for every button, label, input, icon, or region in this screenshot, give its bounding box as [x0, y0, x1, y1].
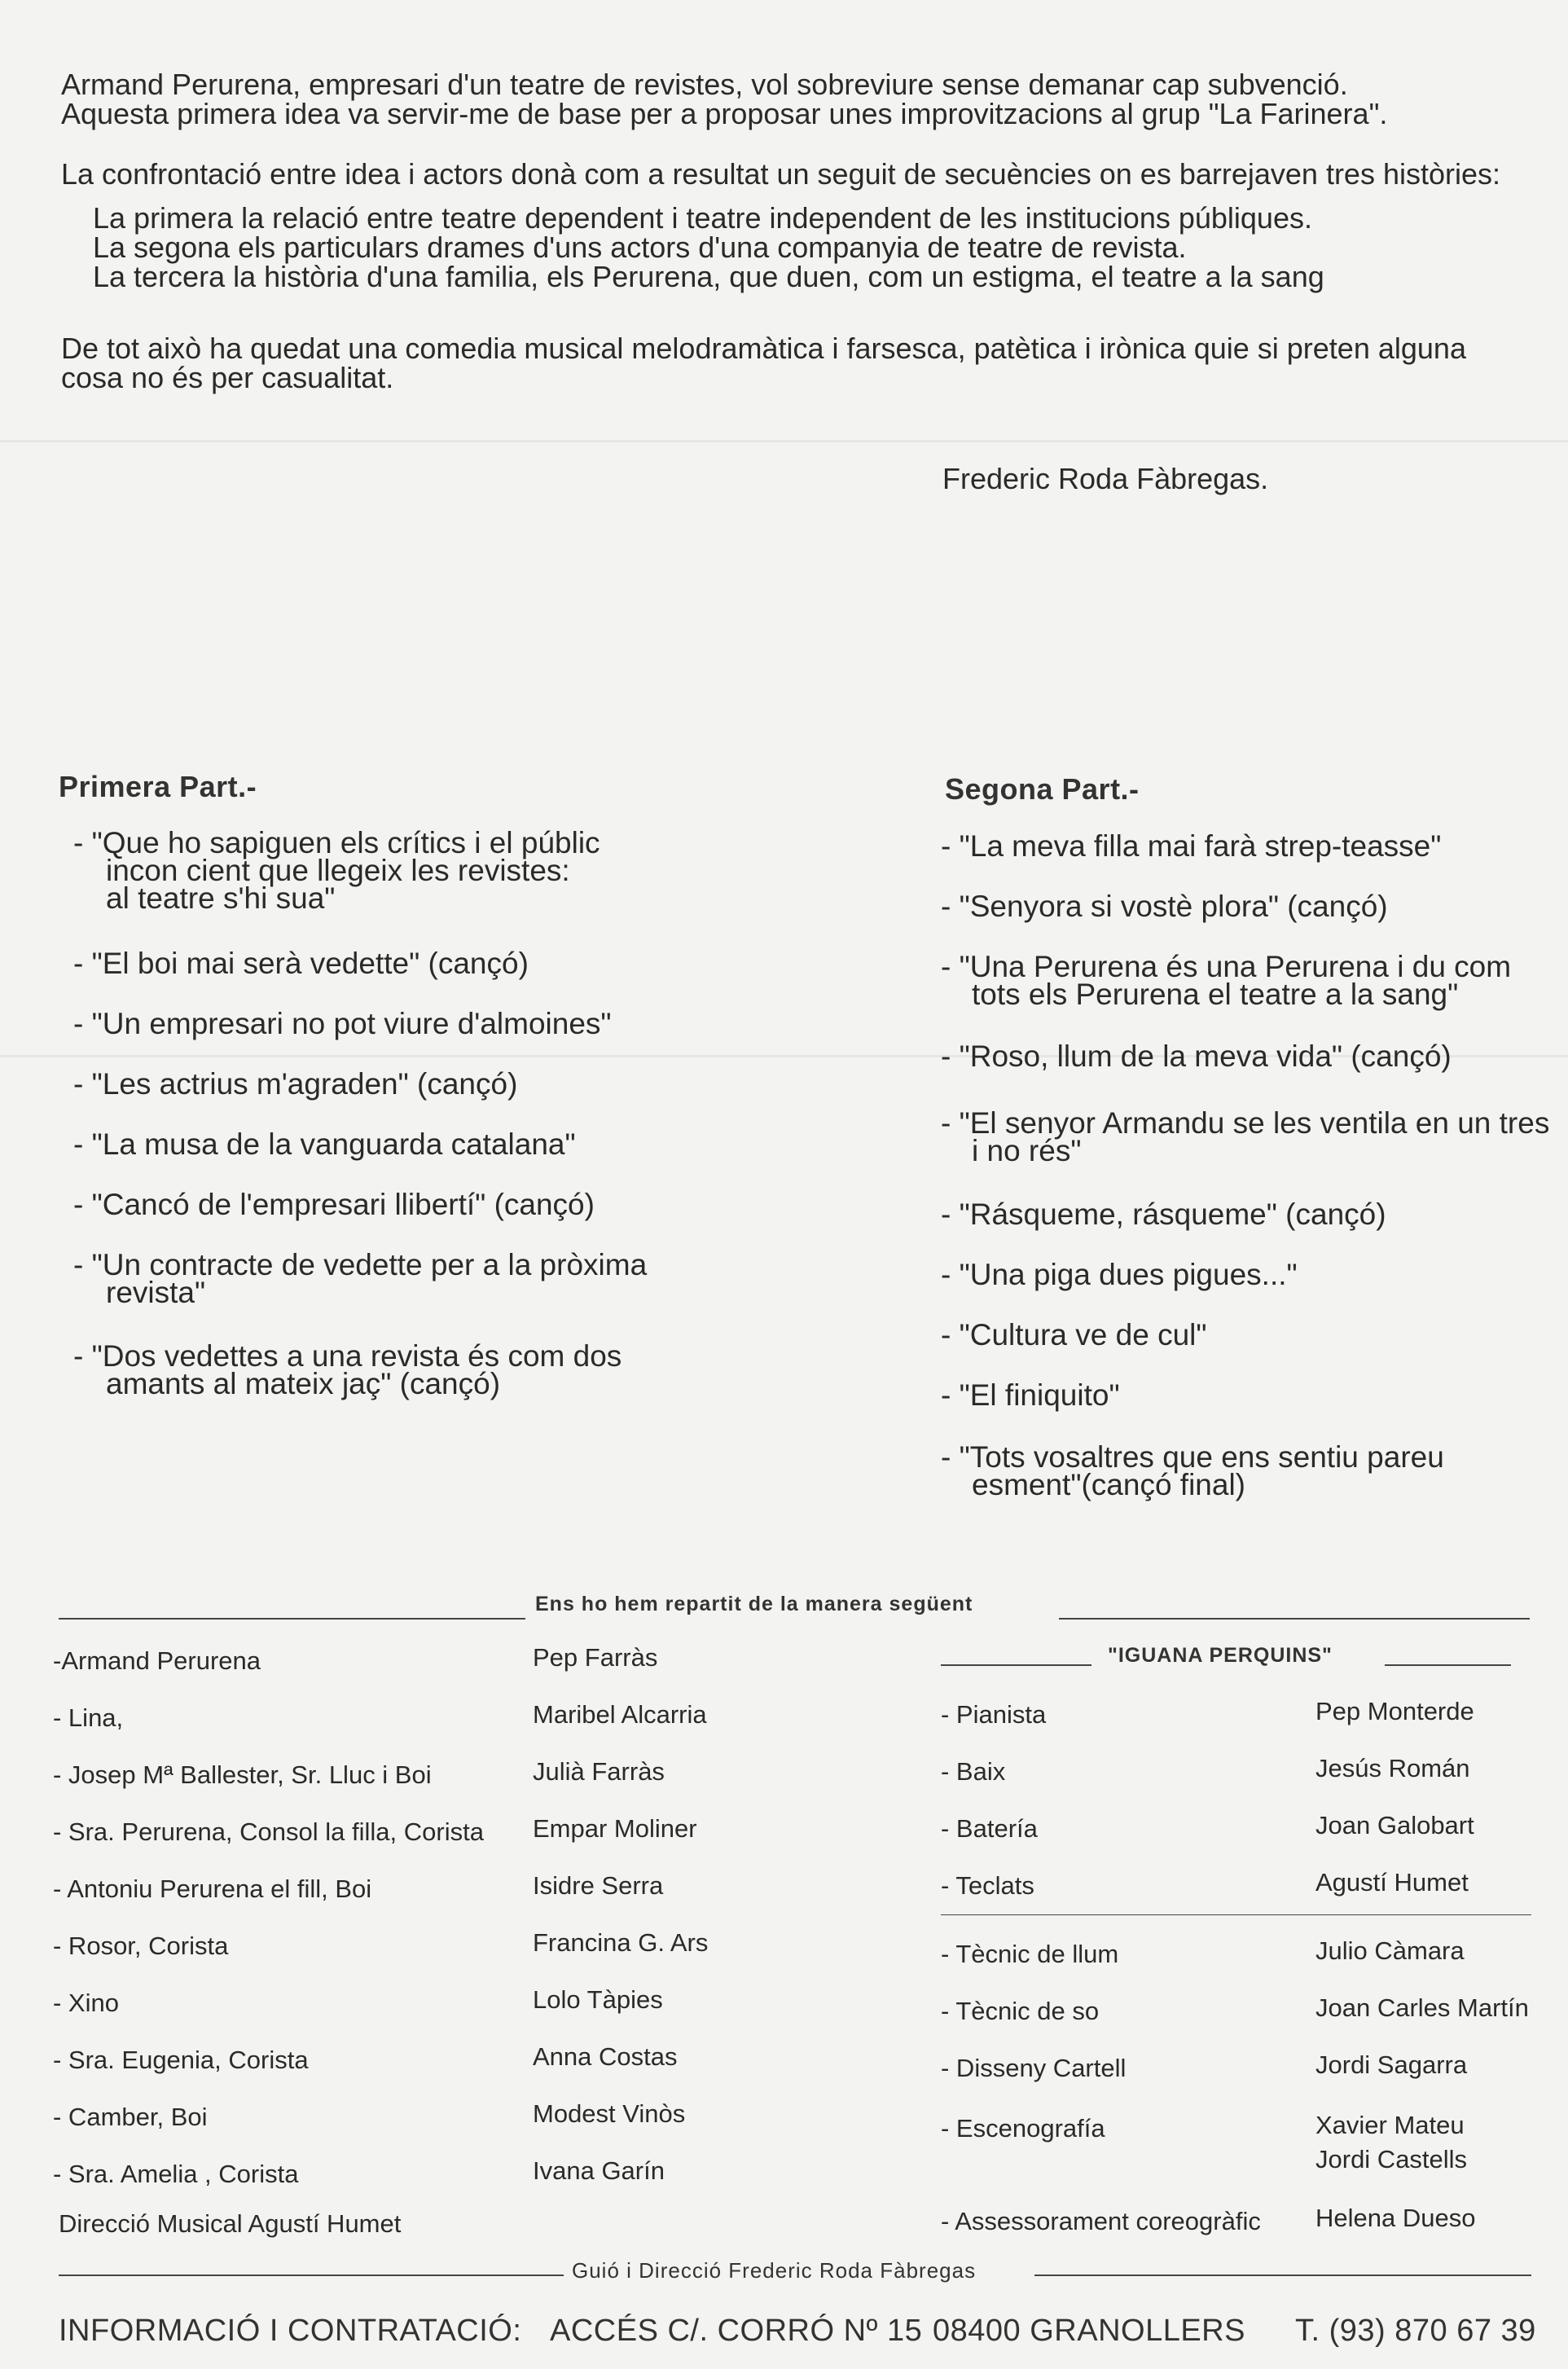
program-item-line: - "Una piga dues pigues..." [941, 1258, 1298, 1291]
cast-actor: Julià Farràs [533, 1757, 665, 1786]
program-item [941, 1318, 1207, 1352]
program-item-line: - "El finiquito" [941, 1378, 1120, 1412]
intro-paragraph-2: La confrontació entre idea i actors donà com a resultat un seguit de secuències on es barrejaven tres històries: [61, 157, 1501, 191]
stories-list [93, 201, 1324, 293]
city: 08400 GRANOLLERS [933, 2314, 1245, 2348]
second-part-heading: Segona Part.- [945, 772, 1140, 806]
band-name [1315, 2051, 1467, 2079]
band-heading: "IGUANA PERQUINS" [1108, 1644, 1333, 1667]
band-name [1315, 2204, 1475, 2232]
divider [1034, 2275, 1531, 2276]
band-name-line: Agustí Humet [1315, 1868, 1469, 1897]
program-item [941, 1440, 1444, 1501]
divider [941, 1914, 1531, 1915]
band-role: - Tècnic de so [941, 1997, 1100, 2025]
program-item-line: - "El senyor Armandu se les ventila en un tres [941, 1106, 1550, 1140]
band-role: - Baix [941, 1757, 1006, 1786]
cast-role: - Antoniu Perurena el fill, Boi [53, 1875, 372, 1903]
intro-paragraph-3 [61, 334, 1466, 393]
cast-role: - Xino [53, 1989, 119, 2017]
band-role: - Disseny Cartell [941, 2054, 1127, 2082]
cast-actor: Anna Costas [533, 2042, 678, 2071]
program-item-line: - "Roso, llum de la meva vida" (cançó) [941, 1039, 1452, 1073]
cast-actor: Empar Moliner [533, 1814, 697, 1843]
band-name [1315, 1698, 1474, 1725]
cast-role: - Lina, [53, 1703, 124, 1732]
divider [1059, 1618, 1530, 1620]
intro-line: cosa no és per casualitat. [61, 361, 394, 394]
program-item [73, 1007, 612, 1040]
program-item-line: - "Un contracte de vedette per a la pròxima [73, 1248, 648, 1281]
cast-actor: Pep Farràs [533, 1643, 658, 1672]
direction-credit: Guió i Direcció Frederic Roda Fàbregas [572, 2258, 977, 2283]
program-item [73, 947, 529, 980]
cast-role: - Camber, Boi [53, 2103, 208, 2131]
band-name-line: Xavier Mateu [1315, 2111, 1465, 2139]
story-line: La tercera la història d'una familia, els Perurena, que duen, com un estigma, el teatre a la sang [93, 260, 1324, 293]
info-label: INFORMACIÓ I CONTRATACIÓ: [59, 2314, 522, 2348]
band-name [1315, 1812, 1474, 1839]
band-name [1315, 1755, 1470, 1782]
program-item-line: amants al mateix jaç" (cançó) [106, 1367, 501, 1400]
program-item-line: - "Cultura ve de cul" [941, 1318, 1207, 1352]
address: ACCÉS C/. CORRÓ Nº 15 [550, 2314, 923, 2348]
cast-actor: Ivana Garín [533, 2156, 665, 2185]
cast-role: - Sra. Perurena, Consol la filla, Corista [53, 1817, 484, 1846]
musical-direction: Direcció Musical Agustí Humet [59, 2209, 402, 2238]
author-signature: Frederic Roda Fàbregas. [942, 462, 1269, 495]
program-item-line: incon cient que llegeix les revistes: [106, 854, 570, 887]
cast-role: - Sra. Amelia , Corista [53, 2160, 299, 2188]
cast-actor: Maribel Alcarria [533, 1700, 707, 1729]
phone: T. (93) 870 67 39 [1295, 2314, 1536, 2348]
program-item [941, 1378, 1120, 1412]
band-name-line: Jesús Román [1315, 1754, 1470, 1782]
cast-role: -Armand Perurena [53, 1646, 261, 1675]
program-item-line: - "Tots vosaltres que ens sentiu pareu [941, 1440, 1444, 1474]
program-item [73, 1248, 648, 1309]
cast-role: - Sra. Eugenia, Corista [53, 2046, 309, 2074]
story-line: La segona els particulars drames d'uns actors d'una companyia de teatre de revista. [93, 231, 1187, 264]
band-name-line: Pep Monterde [1315, 1697, 1474, 1725]
band-name [1315, 1994, 1529, 2022]
program-item-line: revista" [106, 1276, 206, 1309]
program-item-line: - "La meva filla mai farà strep-teasse" [941, 829, 1442, 863]
band-name-line: Jordi Castells [1315, 2145, 1468, 2173]
program-item-line: - "Dos vedettes a una revista és com dos [73, 1339, 622, 1373]
program-item-line: - "La musa de la vanguarda catalana" [73, 1127, 576, 1161]
program-item [941, 1258, 1298, 1291]
intro-paragraph-1 [61, 70, 1387, 129]
program-item [941, 950, 1512, 1011]
divider [59, 2275, 564, 2276]
program-item [941, 829, 1442, 863]
program-item-line: - "Cancó de l'empresari llibertí" (cançó) [73, 1188, 595, 1221]
program-item-line: esment"(cançó final) [972, 1468, 1245, 1501]
band-name [1315, 2112, 1467, 2173]
fold-line [0, 440, 1568, 442]
program-item-line: - "Senyora si vostè plora" (cançó) [941, 890, 1388, 923]
band-role: - Assessorament coreogràfic [941, 2207, 1261, 2235]
program-item-line: al teatre s'hi sua" [106, 881, 336, 915]
intro-line: Aquesta primera idea va servir-me de base per a proposar unes improvitzacions al grup "La Farinera". [61, 97, 1388, 130]
divider [1385, 1664, 1511, 1666]
band-role: - Pianista [941, 1700, 1047, 1729]
cast-heading: Ens ho hem repartit de la manera següent [535, 1593, 973, 1615]
program-item-line: - "Un empresari no pot viure d'almoines" [73, 1007, 612, 1040]
band-name [1315, 1869, 1469, 1897]
band-role: - Tècnic de llum [941, 1940, 1119, 1968]
divider [59, 1618, 525, 1620]
program-item [73, 1127, 576, 1161]
program-item-line: i no rés" [972, 1134, 1082, 1167]
program-item [941, 1106, 1550, 1167]
program-item-line: tots els Perurena el teatre a la sang" [972, 978, 1459, 1011]
program-item-line: - "Les actrius m'agraden" (cançó) [73, 1067, 518, 1101]
band-name-line: Helena Dueso [1315, 2204, 1476, 2232]
divider [941, 1664, 1091, 1666]
program-item [73, 1188, 595, 1221]
program-item-line: - "El boi mai serà vedette" (cançó) [73, 947, 529, 980]
band-name-line: Julio Càmara [1315, 1936, 1465, 1965]
program-item-line: - "Una Perurena és una Perurena i du com [941, 950, 1512, 983]
cast-actor: Isidre Serra [533, 1871, 664, 1900]
cast-role: - Rosor, Corista [53, 1932, 229, 1960]
cast-actor: Lolo Tàpies [533, 1985, 663, 2014]
band-role: - Teclats [941, 1871, 1034, 1900]
program-item [941, 890, 1388, 923]
program-item-line: - "Rásqueme, rásqueme" (cançó) [941, 1198, 1386, 1231]
cast-role: - Josep Mª Ballester, Sr. Lluc i Boi [53, 1760, 432, 1789]
program-item [941, 1198, 1386, 1231]
band-name-line: Joan Carles Martín [1315, 1993, 1529, 2022]
program-item-line: - "Que ho sapiguen els crítics i el públic [73, 826, 600, 859]
cast-actor: Francina G. Ars [533, 1928, 709, 1957]
intro-line: De tot això ha quedat una comedia musical melodramàtica i farsesca, patètica i irònica quie si preten alguna [61, 332, 1466, 365]
first-part-heading: Primera Part.- [59, 770, 257, 803]
band-role: - Batería [941, 1814, 1038, 1843]
program-item [941, 1039, 1452, 1073]
band-name [1315, 1937, 1465, 1965]
band-role: - Escenografía [941, 2114, 1105, 2143]
intro-line: Armand Perurena, empresari d'un teatre de revistes, vol sobreviure sense demanar cap subvenció. [61, 68, 1348, 101]
band-name-line: Jordi Sagarra [1315, 2050, 1468, 2079]
cast-actor: Modest Vinòs [533, 2099, 686, 2128]
band-name-line: Joan Galobart [1315, 1811, 1474, 1839]
program-item [73, 1067, 518, 1101]
program-item [73, 1339, 622, 1400]
program-item [73, 826, 600, 915]
story-line: La primera la relació entre teatre dependent i teatre independent de les institucions públiques. [93, 201, 1312, 235]
